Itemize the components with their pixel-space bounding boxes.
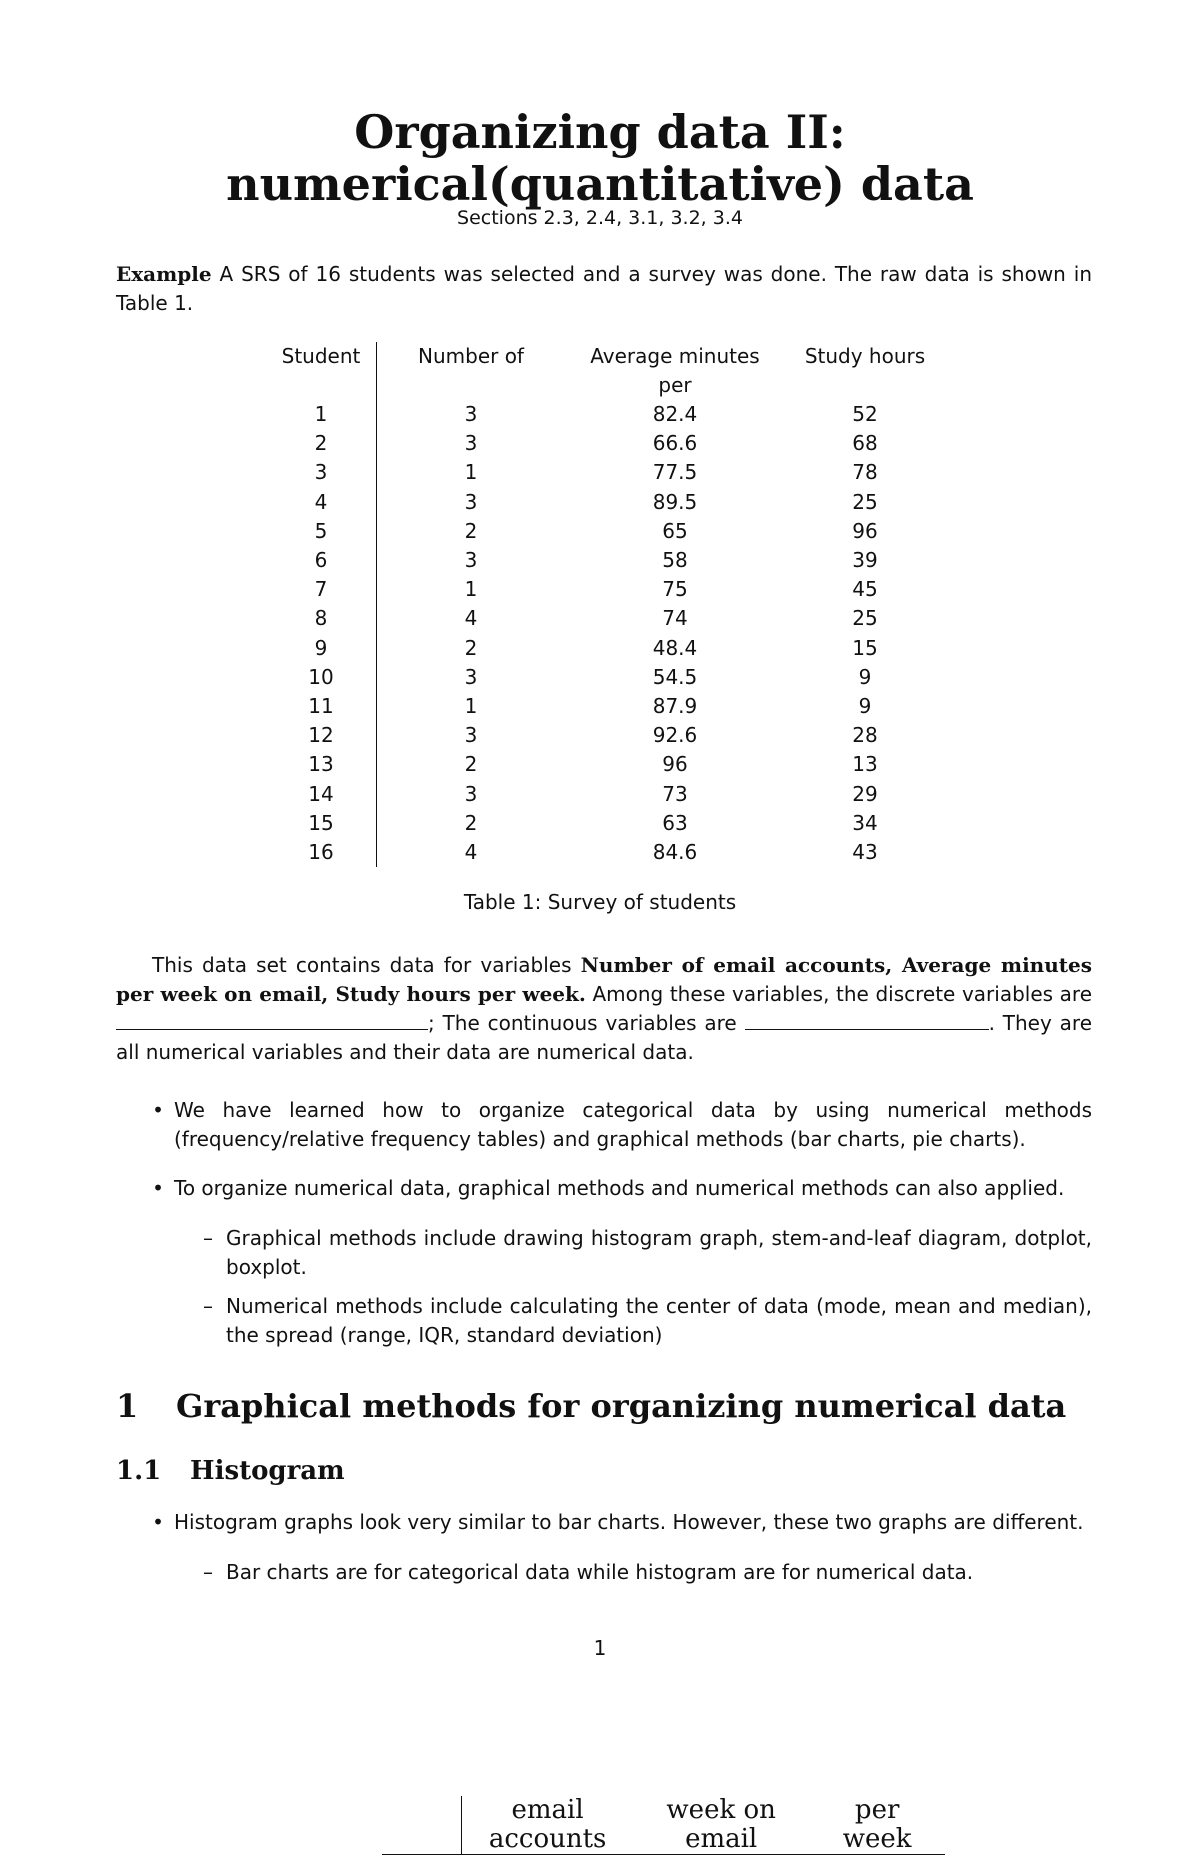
header-email-accounts-1: Number of — [418, 344, 524, 368]
dash-mark: – — [203, 1226, 213, 1250]
cell-student: 9 — [266, 634, 377, 663]
cell-student: 16 — [266, 838, 377, 867]
sub-bullet-numerical — [203, 1292, 1092, 1350]
cell-study-hours: 43 — [852, 840, 878, 865]
cell-email-accounts: 3 — [464, 431, 478, 456]
cell-avg-minutes: 73 — [662, 781, 688, 806]
cell-study-hours: 9 — [858, 664, 872, 689]
header-study-hours-2: per week — [809, 1796, 945, 1855]
para-text-5: They are all numerical variables and their data are numerical data. — [116, 1011, 1092, 1064]
sub-bullet-bar-vs-histogram — [203, 1558, 1092, 1587]
cell-email-accounts: 3 — [464, 489, 478, 514]
cell-avg-minutes: 89.5 — [652, 489, 698, 514]
cell-study-hours: 29 — [852, 781, 878, 806]
cell-avg-minutes: 66.6 — [652, 431, 698, 456]
cell-student: 7 — [266, 575, 377, 604]
section-number: 1 — [116, 1387, 139, 1425]
bullet-mark: • — [152, 1098, 164, 1122]
cell-study-hours: 13 — [852, 752, 878, 777]
cell-student: 1 — [266, 400, 377, 429]
cell-study-hours: 52 — [852, 402, 878, 426]
para-bold-variables: Number of email accounts, Average minutes per week on email, Study hours per week. — [116, 953, 1092, 1006]
table-row — [266, 721, 945, 750]
bullet-numerical — [152, 1174, 1092, 1203]
cell-email-accounts: 2 — [464, 518, 478, 543]
cell-student: 5 — [266, 517, 377, 546]
dash-mark: – — [203, 1294, 213, 1318]
cell-email-accounts: 3 — [464, 664, 478, 689]
header-email-accounts-2: email accounts — [462, 1796, 633, 1855]
cell-student: 13 — [266, 750, 377, 779]
table-row — [266, 400, 945, 429]
table-row — [266, 809, 945, 838]
cell-email-accounts: 2 — [464, 810, 478, 835]
sub-bullet-text: Numerical methods include calculating the center of data (mode, mean and median), the spread (range, IQR, standard deviation) — [226, 1294, 1092, 1347]
subsection-number: 1.1 — [116, 1456, 162, 1486]
cell-email-accounts: 1 — [464, 577, 478, 602]
cell-email-accounts: 1 — [464, 694, 478, 719]
cell-study-hours: 39 — [852, 548, 878, 573]
variables-paragraph — [116, 951, 1092, 1067]
header-avg-minutes-2: week on email — [633, 1796, 809, 1855]
cell-student: 15 — [266, 809, 377, 838]
cell-avg-minutes: 58 — [662, 548, 688, 573]
cell-avg-minutes: 63 — [662, 810, 688, 835]
page-number: 1 — [593, 1636, 607, 1660]
cell-avg-minutes: 82.4 — [652, 402, 698, 426]
cell-student: 12 — [266, 721, 377, 750]
bullet-text: To organize numerical data, graphical methods and numerical methods can also applied. — [174, 1176, 1065, 1200]
table-row — [266, 750, 945, 779]
cell-avg-minutes: 75 — [662, 577, 688, 602]
cell-avg-minutes: 77.5 — [652, 460, 698, 485]
table-row — [266, 546, 945, 575]
table-row — [266, 663, 945, 692]
cell-email-accounts: 3 — [464, 402, 478, 426]
cell-study-hours: 96 — [852, 518, 878, 543]
cell-student: 11 — [266, 692, 377, 721]
sections-subtitle: Sections 2.3, 2.4, 3.1, 3.2, 3.4 — [457, 207, 743, 229]
table-row — [266, 634, 945, 663]
cell-study-hours: 68 — [852, 431, 878, 456]
cell-study-hours: 25 — [852, 606, 878, 631]
cell-email-accounts: 3 — [464, 781, 478, 806]
example-lead: Example — [116, 262, 212, 286]
discrete-blank — [116, 1011, 428, 1030]
cell-student: 8 — [266, 604, 377, 633]
cell-student: 10 — [266, 663, 377, 692]
cell-student: 14 — [266, 780, 377, 809]
table-row — [266, 692, 945, 721]
para-text-3: ; The continuous variables are — [428, 1011, 737, 1035]
header-avg-minutes-1: Average minutes per — [590, 344, 760, 397]
cell-avg-minutes: 87.9 — [652, 694, 698, 719]
dash-mark: – — [203, 1560, 213, 1584]
cell-avg-minutes: 96 — [662, 752, 688, 777]
continuous-blank — [745, 1011, 989, 1030]
table-row — [266, 575, 945, 604]
example-paragraph — [116, 260, 1092, 318]
cell-email-accounts: 3 — [464, 548, 478, 573]
cell-avg-minutes: 84.6 — [652, 840, 698, 865]
table-row — [266, 604, 945, 633]
cell-avg-minutes: 48.4 — [652, 635, 698, 660]
cell-email-accounts: 4 — [464, 840, 478, 865]
bullet-categorical — [152, 1096, 1092, 1154]
table-row — [266, 458, 945, 487]
cell-student: 2 — [266, 429, 377, 458]
cell-avg-minutes: 54.5 — [652, 664, 698, 689]
bullet-text: We have learned how to organize categorical data by using numerical methods (frequency/relative frequency tables) and graphical methods (bar charts, pie charts). — [174, 1098, 1092, 1151]
header-study-hours-1: Study hours — [804, 344, 926, 368]
cell-student: 4 — [266, 488, 377, 517]
bullet-mark: • — [152, 1176, 164, 1200]
table-row — [266, 488, 945, 517]
title-line-1: Organizing data II: — [354, 105, 846, 159]
title-line-2: numerical(quantitative) data — [226, 157, 974, 211]
example-text: A SRS of 16 students was selected and a survey was done. The raw data is shown in Table 1. — [116, 262, 1092, 315]
bullet-mark: • — [152, 1510, 164, 1534]
cell-avg-minutes: 92.6 — [652, 723, 698, 748]
subsection-title: Histogram — [190, 1456, 345, 1486]
sub-bullet-graphical — [203, 1224, 1092, 1282]
sub-bullet-text: Bar charts are for categorical data while histogram are for numerical data. — [226, 1560, 974, 1584]
cell-study-hours: 34 — [852, 810, 878, 835]
section-title: Graphical methods for organizing numerical data — [176, 1387, 1067, 1425]
table-body — [266, 400, 945, 867]
cell-student: 3 — [266, 458, 377, 487]
header-student: Student — [266, 342, 377, 400]
para-text-1: This data set contains data for variables — [152, 953, 572, 977]
cell-study-hours: 78 — [852, 460, 878, 485]
cell-study-hours: 9 — [858, 694, 872, 719]
cell-study-hours: 15 — [852, 635, 878, 660]
cell-avg-minutes: 65 — [662, 518, 688, 543]
cell-student: 6 — [266, 546, 377, 575]
cell-study-hours: 45 — [852, 577, 878, 602]
cell-email-accounts: 3 — [464, 723, 478, 748]
table-row — [266, 429, 945, 458]
cell-email-accounts: 2 — [464, 635, 478, 660]
cell-study-hours: 25 — [852, 489, 878, 514]
subsection-1-1-heading — [116, 1454, 345, 1488]
para-text-2: Among these variables, the discrete variables are — [592, 982, 1092, 1006]
cell-email-accounts: 2 — [464, 752, 478, 777]
sub-bullet-text: Graphical methods include drawing histogram graph, stem-and-leaf diagram, dotplot, boxplot. — [226, 1226, 1092, 1279]
table-row — [266, 838, 945, 867]
cell-email-accounts: 4 — [464, 606, 478, 631]
para-text-4: . — [988, 1011, 995, 1035]
cell-study-hours: 28 — [852, 723, 878, 748]
section-1-heading — [116, 1386, 1066, 1426]
bullet-histogram — [152, 1508, 1092, 1537]
cell-email-accounts: 1 — [464, 460, 478, 485]
cell-avg-minutes: 74 — [662, 606, 688, 631]
table-row — [266, 780, 945, 809]
header-student-2 — [382, 1796, 462, 1855]
bullet-text: Histogram graphs look very similar to bar charts. However, these two graphs are different. — [174, 1510, 1084, 1534]
table-caption: Table 1: Survey of students — [463, 890, 737, 914]
table-row — [266, 517, 945, 546]
